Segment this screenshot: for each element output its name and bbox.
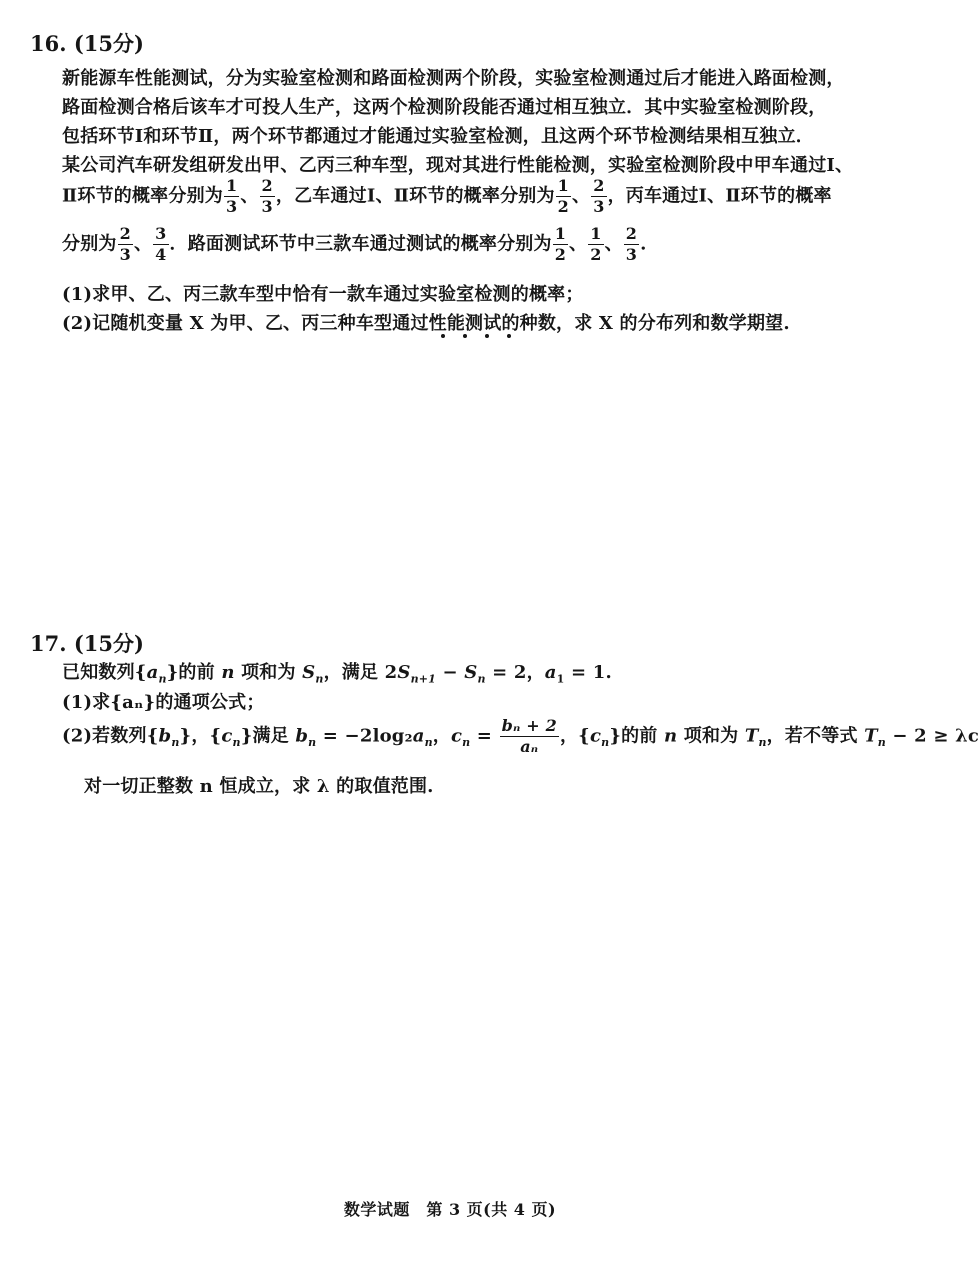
question-16-header	[30, 28, 144, 58]
fraction: $\frac{1}{3}$	[225, 176, 238, 216]
q17-part-1: (1)求{aₙ}的通项公式；	[62, 692, 265, 713]
fraction: $\frac{2}{3}$	[625, 224, 638, 264]
question-17-header	[30, 628, 144, 658]
fraction: $\frac{3}{4}$	[155, 224, 167, 264]
fraction: $\frac{1}{2}$	[590, 224, 602, 264]
q16-line-4: 某公司汽车研发组研发出甲、乙丙三种车型，现对其进行性能检测，实验室检测阶段中甲车通过Ⅰ、	[62, 155, 854, 176]
question-score: (15分)	[73, 31, 144, 56]
fraction: $\frac{1}{2}$	[557, 176, 570, 216]
fraction: $\frac{2}{3}$	[593, 176, 605, 216]
q16-line-3: 包括环节Ⅰ和环节Ⅱ，两个环节都通过才能通过实验室检测，且这两个环节检测结果相互独立．	[62, 126, 814, 147]
fraction: $\frac{1}{2}$	[554, 224, 567, 264]
q16-part-1: (1)求甲、乙、丙三款车型中恰有一款车通过实验室检测的概率；	[62, 284, 584, 305]
q16-line-6: 分别为 $\frac{2}{3}$ 、 $\frac{3}{4}$ ．路面测试环节中三款车通过测试的概率分别为 $\frac{1}{2}$ 、 $\frac{1}{2}$ 、 $\frac{2}{3}$ .	[62, 224, 647, 264]
question-number: 16.	[30, 31, 67, 56]
q16-line-2: 路面检测合格后该车才可投人生产，这两个检测阶段能否通过相互独立．其中实验室检测阶段，	[62, 97, 827, 118]
fraction: $\frac{\text{bₙ + 2}}{\text{aₙ}}$	[501, 716, 557, 756]
question-number: 17.	[30, 631, 67, 656]
q16-line-1: 新能源车性能测试，分为实验室检测和路面检测两个阶段，实验室检测通过后才能进入路面检测，	[62, 68, 845, 89]
fraction: $\frac{2}{3}$	[261, 176, 273, 216]
q17-line-1: 已知数列$\{a_n\}$的前 n 项和为 $S_n$，满足 $2S_{n+1} - S_n = 2$，$a_1 = 1$.	[62, 662, 612, 686]
emphasis-dot	[463, 334, 467, 338]
fraction: $\frac{2}{3}$	[119, 224, 131, 264]
page-footer: 数学试题 第 3 页(共 4 页)	[343, 1200, 557, 1219]
question-score: (15分)	[73, 631, 144, 656]
q17-part-2-continued: 对一切正整数 n 恒成立，求 λ 的取值范围.	[84, 776, 434, 797]
emphasis-dot	[441, 334, 445, 338]
emphasis-dot	[507, 334, 511, 338]
emphasis-dot	[485, 334, 489, 338]
q16-part-2: (2)记随机变量 X 为甲、乙、丙三种车型通过性能测试的种数，求 X 的分布列和数学期望.	[62, 313, 790, 334]
q16-line-5: Ⅱ环节的概率分别为 $\frac{1}{3}$ 、 $\frac{2}{3}$ ，乙车通过Ⅰ、Ⅱ环节的概率分别为 $\frac{1}{2}$ 、 $\frac{2}{3}$ ，丙车通过Ⅰ、Ⅱ环节的概率	[62, 176, 832, 216]
q17-part-2: (2)若数列$\{b_n\}$，$\{c_n\}$满足 $b_n = -2\log_2a_n$，$c_n$ = $\frac{\text{bₙ + 2}}{\text{aₙ}}$ ，$\{c_n\}$的前 n 项和为 $T_n$，若不等式 $T_n - 2 \ge \lambda c$	[62, 716, 979, 756]
